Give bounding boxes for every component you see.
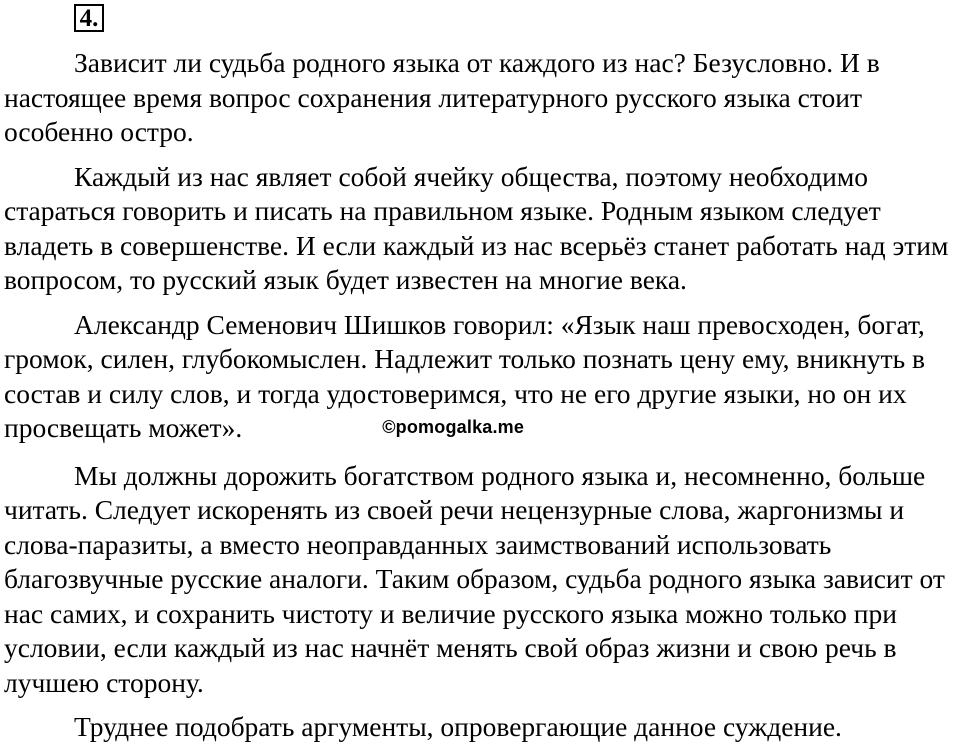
paragraph-2	[4, 160, 954, 298]
paragraph-3	[4, 308, 954, 449]
paragraph-4	[4, 459, 954, 701]
paragraph-1	[4, 46, 954, 150]
task-number-box: 4.	[74, 4, 104, 32]
paragraph-2-text: Каждый из нас являет собой ячейку общества, поэтому необходимо стараться говорить и писать на правильном языке. Родным языком следует владеть в совершенстве. И если каждый из нас всерьёз станет работать над этим вопросом, то русский язык будет известен на многие века.	[4, 160, 949, 295]
essay-text	[4, 46, 954, 755]
paragraph-1-text: Зависит ли судьба родного языка от каждого из нас? Безусловно. И в настоящее время вопрос сохранения литературного русского языка стоит особенно остро.	[4, 47, 880, 147]
paragraph-5	[4, 710, 954, 745]
watermark-text: ©pomogalka.me	[382, 417, 525, 437]
paragraph-4-text: Мы должны дорожить богатством родного языка и, несомненно, больше читать. Следует искоренять из своей речи нецензурные слова, жаргонизмы и слова-паразиты, а вместо неоправданных заимствований использовать благозвучные русские аналоги. Таким образом, судьба родного языка зависит от нас самих, и сохранить чистоту и величие русского языка можно только при условии, если каждый из нас начнёт менять свой образ жизни и свою речь в лучшею сторону.	[4, 459, 945, 698]
paragraph-3-text: Александр Семенович Шишков говорил: «Язык наш превосходен, богат, громок, силен, глубокомыслен. Надлежит только познать цену ему, вникнуть в состав и силу слов, и тогда удостоверимся, что не его другие языки, но он их просвещать может».	[4, 308, 925, 443]
paragraph-5-text: Труднее подобрать аргументы, опровергающие данное суждение.	[74, 711, 842, 742]
